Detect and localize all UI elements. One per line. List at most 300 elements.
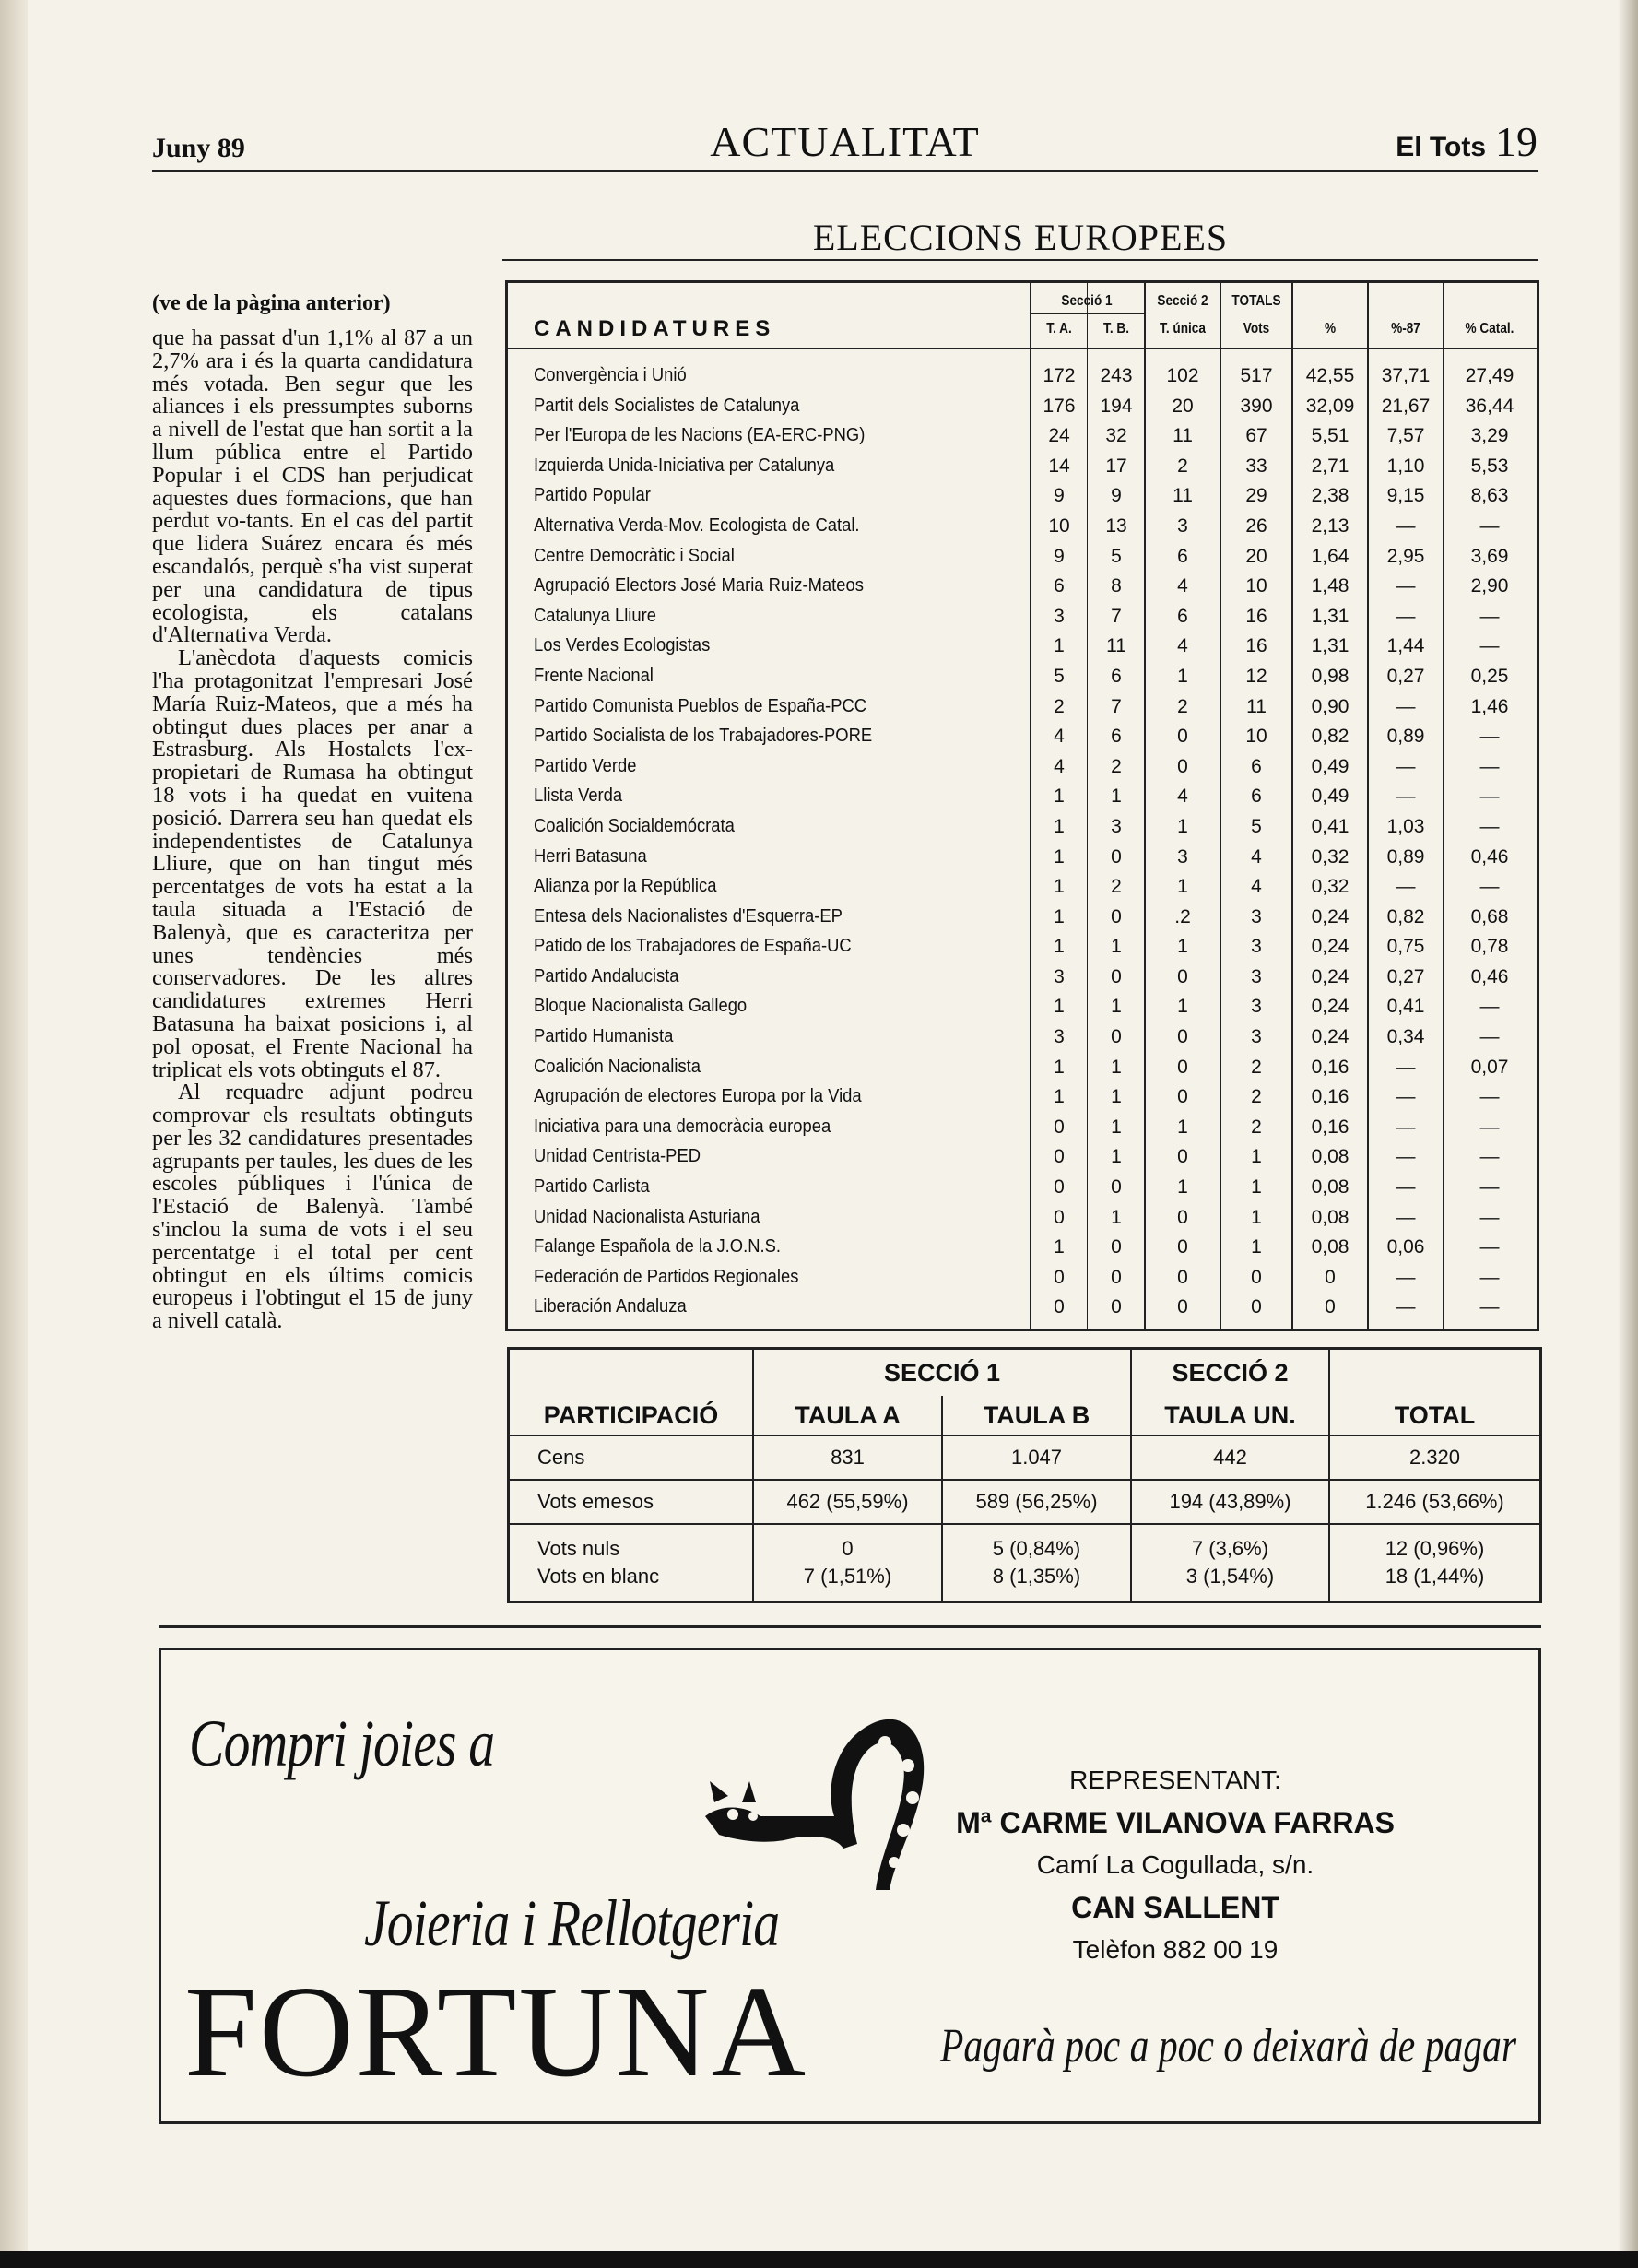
table-row [508, 1022, 1537, 1053]
table-cell: 1 [1054, 815, 1065, 837]
participation-table [507, 1347, 1542, 1603]
table-cell: — [1396, 1086, 1416, 1108]
table-cell: — [1479, 1086, 1500, 1108]
results-table [505, 280, 1539, 1331]
table-cell: 0 [1054, 1116, 1065, 1138]
table-row [508, 1082, 1537, 1113]
nuls-un: 7 (3,6%) [1191, 1537, 1269, 1560]
table-cell: — [1396, 786, 1416, 808]
candidature-name: Partido Comunista Pueblos de España-PCC [534, 695, 867, 716]
table-cell: 0 [1111, 1266, 1122, 1288]
nuls-blanc-b [943, 1525, 1132, 1601]
nuls-label: Vots nuls [537, 1537, 620, 1560]
table-cell: 0,34 [1386, 1026, 1425, 1048]
table-cell: 32 [1105, 425, 1127, 447]
nuls-blanc-labels [510, 1525, 754, 1601]
table-cell: 3,29 [1470, 425, 1509, 447]
table-cell: 176 [1043, 395, 1076, 417]
table-cell: 0 [1251, 1266, 1262, 1288]
header-seccio2: Secció 2 [1157, 293, 1208, 309]
table-cell: 1 [1054, 876, 1065, 898]
participacio-label: PARTICIPACIÓ [510, 1396, 754, 1436]
candidature-name: Coalición Socialdemócrata [534, 815, 735, 836]
table-cell: 10 [1245, 726, 1267, 748]
table-cell: 0 [1111, 1236, 1122, 1258]
header-date: Juny 89 [152, 133, 245, 163]
table-cell: 0 [1111, 1296, 1122, 1318]
table-cell: 0,98 [1311, 665, 1349, 687]
candidature-name: Entesa dels Nacionalistes d'Esquerra-EP [534, 905, 843, 927]
table-cell: 4 [1177, 575, 1188, 597]
table-cell: 0,49 [1311, 786, 1349, 808]
table-cell: 4 [1054, 726, 1065, 748]
table-cell: 11 [1106, 635, 1126, 657]
table-cell: 3,69 [1470, 545, 1509, 567]
table-row [508, 361, 1537, 392]
table-cell: — [1396, 876, 1416, 898]
table-cell: 1 [1177, 815, 1188, 837]
table-cell: 0,82 [1311, 726, 1349, 748]
table-cell: — [1396, 1116, 1416, 1138]
table-cell: 0 [1177, 1086, 1188, 1108]
table-cell: 1 [1251, 1146, 1262, 1168]
table-cell: 1 [1111, 936, 1122, 958]
header-tunica: T. única [1160, 321, 1206, 337]
table-row [508, 1293, 1537, 1323]
table-cell: 1 [1251, 1206, 1262, 1228]
candidature-name: Partido Socialista de los Trabajadores-PORE [534, 726, 873, 747]
table-cell: 0,08 [1311, 1176, 1349, 1199]
nuls-total: 12 (0,96%) [1385, 1537, 1485, 1560]
table-cell: — [1479, 786, 1500, 808]
table-cell: 1,31 [1311, 605, 1349, 627]
table-cell: 0,41 [1386, 996, 1425, 1018]
table-row [508, 481, 1537, 512]
table-cell: 3 [1177, 845, 1188, 868]
table-cell: 1,31 [1311, 635, 1349, 657]
article-kicker: (ve de la pàgina anterior) [152, 291, 391, 315]
candidature-name: Los Verdes Ecologistas [534, 635, 711, 656]
candidature-name: Convergència i Unió [534, 365, 687, 385]
table-cell: 3 [1251, 1026, 1262, 1048]
table-cell: 0 [1111, 1176, 1122, 1199]
candidature-name: Partit dels Socialistes de Catalunya [534, 395, 800, 416]
emesos-un: 194 (43,89%) [1132, 1481, 1330, 1525]
table-cell: 0,08 [1311, 1206, 1349, 1228]
candidature-name: Partido Popular [534, 485, 651, 506]
candidature-name: Partido Verde [534, 755, 637, 776]
table-row [508, 452, 1537, 482]
ad-headline: Compri joies a [189, 1707, 495, 1780]
publication-name: El Tots [1396, 132, 1486, 162]
header-taula-a: TAULA A [754, 1396, 943, 1436]
table-cell: 390 [1240, 395, 1273, 417]
table-cell: 0,24 [1311, 996, 1349, 1018]
table-cell: 17 [1105, 455, 1127, 477]
table-cell: 1 [1177, 1176, 1188, 1199]
rep-phone: Telèfon 882 00 19 [1072, 1935, 1279, 1964]
table-cell: 8,63 [1470, 485, 1509, 507]
header-totals: TOTALS [1231, 293, 1281, 309]
table-row [508, 602, 1537, 632]
table-cell: 4 [1177, 786, 1188, 808]
blanc-un: 3 (1,54%) [1185, 1565, 1275, 1588]
candidature-name: Patido de los Trabajadores de España-UC [534, 936, 852, 957]
table-cell: 6 [1251, 786, 1262, 808]
table-row [508, 812, 1537, 843]
table-cell: — [1479, 514, 1500, 537]
table-cell: 1,44 [1386, 635, 1425, 657]
table-cell: — [1396, 1206, 1416, 1228]
table-cell: 3 [1251, 905, 1262, 927]
table-cell: — [1396, 1266, 1416, 1288]
header-seccio2: SECCIÓ 2 [1132, 1350, 1330, 1396]
ad-divider [159, 1625, 1541, 1628]
ad-brand: FORTUNA [184, 1958, 808, 2104]
header-publication [1396, 117, 1538, 166]
table-cell: 2,90 [1470, 575, 1509, 597]
table-cell: 0,06 [1386, 1236, 1425, 1258]
table-cell: — [1479, 1176, 1500, 1199]
table-row [508, 542, 1537, 573]
table-row [508, 752, 1537, 783]
table-cell: 1 [1177, 1116, 1188, 1138]
table-cell: 0 [1177, 755, 1188, 777]
header-blank [1330, 1350, 1539, 1396]
table-cell: 7,57 [1386, 425, 1425, 447]
blanc-total: 18 (1,44%) [1385, 1565, 1485, 1588]
candidature-name: Herri Batasuna [534, 845, 647, 867]
table-cell: 0,27 [1386, 965, 1425, 987]
table-cell: 16 [1245, 635, 1267, 657]
table-cell: 172 [1043, 365, 1076, 386]
table-cell: 6 [1177, 545, 1188, 567]
table-cell: 1 [1054, 905, 1065, 927]
table-row [508, 1142, 1537, 1173]
rep-title: REPRESENTANT: [1069, 1766, 1281, 1794]
header-tb: T. B. [1103, 321, 1129, 337]
table-cell: 1 [1177, 876, 1188, 898]
table-row [508, 843, 1537, 873]
table-cell: — [1396, 695, 1416, 717]
table-cell: — [1479, 1206, 1500, 1228]
candidature-name: Iniciativa para una democràcia europea [534, 1116, 831, 1137]
cens-b: 1.047 [943, 1436, 1132, 1481]
table-cell: — [1479, 605, 1500, 627]
table-row [508, 662, 1537, 692]
table-cell: 10 [1048, 514, 1070, 537]
candidature-name: Catalunya Lliure [534, 605, 656, 626]
header-vots: Vots [1243, 321, 1270, 337]
candidature-name: Falange Española de la J.O.N.S. [534, 1236, 781, 1258]
header-pct87: %-87 [1391, 321, 1420, 337]
emesos-label: Vots emesos [510, 1481, 754, 1525]
table-cell: 0,41 [1311, 815, 1349, 837]
blanc-label: Vots en blanc [537, 1565, 660, 1588]
table-cell: 3 [1251, 936, 1262, 958]
table-cell: 0,89 [1386, 726, 1425, 748]
nuls-b: 5 (0,84%) [992, 1537, 1081, 1560]
header-taula-b: TAULA B [943, 1396, 1132, 1436]
table-cell: 2,95 [1386, 545, 1425, 567]
table-cell: 6 [1177, 605, 1188, 627]
table-cell: .2 [1174, 905, 1191, 927]
table-cell: 10 [1245, 575, 1267, 597]
table-cell: 0,08 [1311, 1146, 1349, 1168]
table-cell: 0,32 [1311, 845, 1349, 868]
header-section: ACTUALITAT [710, 118, 980, 165]
table-cell: 0,24 [1311, 905, 1349, 927]
table-row [508, 932, 1537, 963]
table-row [508, 1203, 1537, 1234]
table-cell: 3 [1251, 965, 1262, 987]
table-cell: 12 [1245, 665, 1267, 687]
table-cell: 0 [1177, 1266, 1188, 1288]
table-cell: 20 [1245, 545, 1267, 567]
table-cell: — [1479, 726, 1500, 748]
table-cell: 9,15 [1386, 485, 1425, 507]
table-cell: 2,38 [1311, 485, 1349, 507]
table-cell: 2 [1251, 1056, 1262, 1078]
table-cell: — [1479, 1296, 1500, 1318]
table-cell: 0 [1111, 905, 1122, 927]
table-cell: 1 [1054, 936, 1065, 958]
table-cell: 1 [1111, 1056, 1122, 1078]
candidature-name: Centre Democràtic i Social [534, 545, 735, 566]
table-row [508, 722, 1537, 752]
participation-corner [510, 1350, 754, 1396]
candidature-name: Agrupació Electors José Maria Ruiz-Mateos [534, 575, 864, 597]
table-row [508, 392, 1537, 422]
nuls-blanc-un [1132, 1525, 1330, 1601]
section-title: ELECCIONS EUROPEES [812, 217, 1229, 258]
table-cell: 16 [1245, 605, 1267, 627]
table-row [508, 512, 1537, 542]
table-row [508, 1233, 1537, 1263]
table-cell: 9 [1054, 485, 1065, 507]
table-cell: — [1396, 755, 1416, 777]
table-row [508, 692, 1537, 723]
table-cell: 2 [1251, 1116, 1262, 1138]
table-cell: — [1396, 1146, 1416, 1168]
table-cell: 33 [1245, 455, 1267, 477]
table-row [508, 1053, 1537, 1083]
table-cell: — [1479, 1146, 1500, 1168]
rep-address: Camí La Cogullada, s/n. [1036, 1850, 1314, 1879]
table-cell: 0,75 [1386, 936, 1425, 958]
table-cell: 0,24 [1311, 936, 1349, 958]
table-cell: 7 [1111, 605, 1122, 627]
table-cell: — [1479, 1116, 1500, 1138]
table-cell: 3 [1111, 815, 1122, 837]
table-cell: 0 [1111, 965, 1122, 987]
candidature-name: Partido Humanista [534, 1026, 674, 1047]
table-row [508, 1263, 1537, 1293]
table-cell: 0 [1054, 1206, 1065, 1228]
table-cell: 1,03 [1386, 815, 1425, 837]
table-cell: 11 [1173, 485, 1193, 507]
table-cell: 1,48 [1311, 575, 1349, 597]
table-cell: — [1479, 755, 1500, 777]
table-cell: 1 [1111, 786, 1122, 808]
table-row [508, 632, 1537, 662]
article-paragraph: que ha passat d'un 1,1% al 87 a un 2,7% ara i és la quarta candidatura més votada. Ben segur que les aliances i els pressumptes suborns a nivell de l'estat que han sortit a la llum pública entre el Partido Popular i el CDS han perjudicat aquestes dues formacions, que han perdut vo-tants. En el cas del partit que lidera Suárez encara és més escandalós, perquè s'ha vist superat per una candidatura de tipus ecologista, els catalans d'Alternativa Verda. [152, 325, 473, 648]
table-cell: 0 [1054, 1266, 1065, 1288]
table-cell: — [1479, 1266, 1500, 1288]
table-cell: 11 [1246, 695, 1267, 717]
candidature-name: Alianza por la República [534, 876, 717, 897]
ad-slogan: Pagarà poc a poc o deixarà de pagar [940, 2020, 1517, 2073]
table-cell: 0 [1111, 1026, 1122, 1048]
table-cell: 27,49 [1465, 365, 1514, 386]
table-cell: 0 [1054, 1296, 1065, 1318]
table-cell: 6 [1111, 665, 1122, 687]
candidature-name: Partido Andalucista [534, 965, 679, 986]
table-cell: 21,67 [1381, 395, 1431, 417]
table-cell: 0 [1054, 1176, 1065, 1199]
table-cell: 5 [1251, 815, 1262, 837]
table-cell: 0,08 [1311, 1236, 1349, 1258]
table-row [508, 782, 1537, 812]
table-cell: 0,07 [1470, 1056, 1509, 1078]
page-header [152, 118, 1538, 172]
page-edge-right [1618, 0, 1638, 2268]
table-cell: 0 [1177, 1296, 1188, 1318]
table-row [508, 572, 1537, 602]
table-cell: — [1396, 1296, 1416, 1318]
rep-name: Mª CARME VILANOVA FARRAS [956, 1806, 1395, 1839]
candidature-name: Liberación Andaluza [534, 1296, 687, 1317]
table-cell: 1 [1251, 1176, 1262, 1199]
table-cell: 0,82 [1386, 905, 1425, 927]
table-cell: 3 [1177, 514, 1188, 537]
table-cell: 6 [1251, 755, 1262, 777]
header-total: TOTAL [1330, 1396, 1539, 1436]
table-cell: 6 [1054, 575, 1065, 597]
candidature-name: Unidad Nacionalista Asturiana [534, 1206, 760, 1227]
header-pctcat: % Catal. [1465, 321, 1514, 337]
table-cell: 1,46 [1470, 695, 1509, 717]
table-cell: 0 [1325, 1296, 1336, 1318]
table-cell: 0,24 [1311, 965, 1349, 987]
blanc-a: 7 (1,51%) [803, 1565, 892, 1588]
table-cell: 2 [1111, 876, 1122, 898]
article-paragraph: Al requadre adjunt podreu comprovar els resultats obtinguts per les 32 candidatures presentades agrupants per taules, les dues de les escoles públiques i l'única de l'Estació de Balenyà. També s'inclou la suma de vots i el seu percentatge i el total per cent obtingut en els últims comicis europeus i l'obtingut el 15 de juny a nivell català. [152, 1080, 473, 1334]
table-cell: 0,27 [1386, 665, 1425, 687]
candidature-name: Llista Verda [534, 786, 623, 807]
table-cell: 0,68 [1470, 905, 1509, 927]
table-cell: 0 [1177, 1026, 1188, 1048]
table-cell: 2 [1054, 695, 1065, 717]
table-cell: 5 [1054, 665, 1065, 687]
table-cell: 194 [1100, 395, 1133, 417]
nuls-blanc-total [1330, 1525, 1539, 1601]
page-edge-left [0, 0, 28, 2268]
table-cell: 8 [1111, 575, 1122, 597]
candidature-name: Unidad Centrista-PED [534, 1146, 701, 1167]
table-row [508, 421, 1537, 452]
candidature-name: Bloque Nacionalista Gallego [534, 996, 748, 1017]
candidature-name: Agrupación de electores Europa por la Vida [534, 1086, 862, 1107]
table-cell: — [1479, 876, 1500, 898]
header-ta: T. A. [1046, 321, 1072, 337]
table-cell: 13 [1105, 514, 1127, 537]
table-cell: 1 [1177, 665, 1188, 687]
table-cell: — [1396, 1176, 1416, 1199]
section-divider [502, 259, 1538, 261]
table-cell: 7 [1111, 695, 1122, 717]
cens-un: 442 [1132, 1436, 1330, 1481]
table-cell: — [1396, 575, 1416, 597]
table-cell: 0,16 [1311, 1086, 1349, 1108]
table-row [508, 1113, 1537, 1143]
header-subrule [1031, 313, 1144, 314]
blanc-b: 8 (1,35%) [992, 1565, 1081, 1588]
header-pct: % [1324, 321, 1337, 337]
table-cell: 0 [1177, 1236, 1188, 1258]
ad-representative [862, 1759, 1489, 1971]
table-cell: 1,10 [1386, 455, 1425, 477]
header-seccio1: SECCIÓ 1 [754, 1350, 1132, 1396]
ad-subheadline: Joieria i Rellotgeria [364, 1886, 780, 1960]
table-cell: 1 [1177, 996, 1188, 1018]
table-cell: 2 [1111, 755, 1122, 777]
table-row [508, 963, 1537, 993]
table-cell: 517 [1240, 365, 1273, 386]
emesos-b: 589 (56,25%) [943, 1481, 1132, 1525]
header-taula-un: TAULA UN. [1132, 1396, 1330, 1436]
article-paragraph: L'anècdota d'aquests comicis l'ha protagonitzat l'empresari José María Ruiz-Mateos, que a més ha obtingut dues places per anar a Estrasburg. Als Hostalets l'ex-propietari de Rumasa ha obtingut 18 vots i ha quedat en vuitena posició. Darrera seu han quedat els independentistes de Catalunya Lliure, que on han tingut més percentatges de vots ha estat a la taula situada a l'Estació de Balenyà, que es caracteritza per unes tendències més conservadores. De les altres candidatures extremes Herri Batasuna ha baixat posicions i, al pol oposat, el Frente Nacional ha triplicat els vots obtinguts el 87. [152, 645, 473, 1082]
table-cell: 1 [1054, 786, 1065, 808]
candidature-name: Per l'Europa de les Nacions (EA-ERC-PNG) [534, 425, 866, 446]
table-cell: 2,71 [1311, 455, 1349, 477]
table-row [508, 1173, 1537, 1203]
table-cell: 1 [1054, 1056, 1065, 1078]
table-cell: — [1479, 815, 1500, 837]
table-cell: 0,32 [1311, 876, 1349, 898]
table-cell: 0 [1177, 1056, 1188, 1078]
emesos-a: 462 (55,59%) [754, 1481, 943, 1525]
table-cell: 2,13 [1311, 514, 1349, 537]
table-cell: 11 [1173, 425, 1193, 447]
table-cell: 4 [1251, 845, 1262, 868]
table-cell: 0,78 [1470, 936, 1509, 958]
table-cell: — [1479, 1026, 1500, 1048]
table-cell: — [1396, 605, 1416, 627]
cens-total: 2.320 [1330, 1436, 1539, 1481]
table-cell: 2 [1177, 695, 1188, 717]
table-cell: 36,44 [1465, 395, 1514, 417]
results-table-body [508, 361, 1537, 1323]
table-cell: 6 [1111, 726, 1122, 748]
cens-label: Cens [510, 1436, 754, 1481]
table-cell: 37,71 [1381, 365, 1431, 386]
candidature-name: Izquierda Unida-Iniciativa per Catalunya [534, 455, 835, 476]
table-cell: 243 [1100, 365, 1133, 386]
candidatures-label: CANDIDATURES [534, 316, 776, 341]
table-cell: 0,25 [1470, 665, 1509, 687]
cens-a: 831 [754, 1436, 943, 1481]
emesos-total: 1.246 (53,66%) [1330, 1481, 1539, 1525]
table-cell: 9 [1054, 545, 1065, 567]
table-cell: 102 [1166, 365, 1199, 386]
table-cell: 24 [1048, 425, 1070, 447]
table-cell: 2 [1177, 455, 1188, 477]
table-cell: 3 [1054, 605, 1065, 627]
table-cell: 3 [1054, 965, 1065, 987]
table-cell: 0 [1111, 845, 1122, 868]
table-cell: 32,09 [1305, 395, 1355, 417]
